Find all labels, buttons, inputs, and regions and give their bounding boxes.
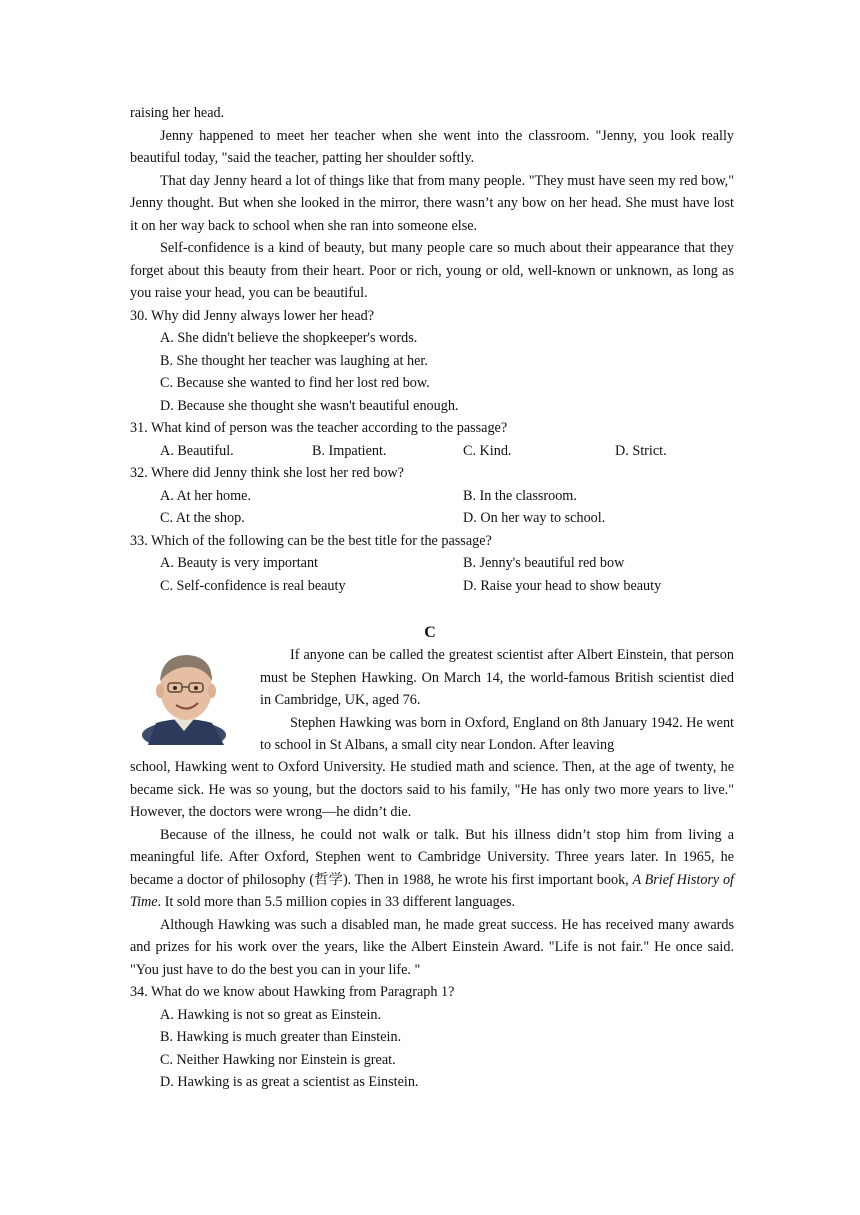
passage-c-top: [260, 644, 734, 757]
options-row: [130, 552, 734, 575]
options-row: [130, 507, 734, 530]
option: C. Self-confidence is real beauty: [160, 577, 346, 594]
option: D. Because she thought she wasn't beautiful enough.: [160, 397, 459, 414]
passage-b: [130, 102, 734, 597]
option: B. Impatient.: [312, 442, 387, 459]
passage-c-paragraph: school, Hawking went to Oxford University. He studied math and science. Then, at the age of twenty, he became sick. He was so young, but the doctors said to his family, "He has only two more years to live." However, the doctors were wrong—he didn’t die.: [130, 759, 734, 820]
question-32: 32. Where did Jenny think she lost her red bow?: [130, 465, 404, 481]
passage-b-line: raising her head.: [130, 105, 225, 121]
section-heading: C: [424, 624, 436, 641]
option: D. Strict.: [615, 442, 667, 459]
passage-b-paragraph: That day Jenny heard a lot of things like that from many people. "They must have seen my red bow," Jenny thought. But when she looked in the mirror, there wasn’t any bow on her head. She must have lost it on her way back to school when she ran into someone else.: [130, 172, 734, 234]
option: D. Hawking is as great a scientist as Einstein.: [160, 1074, 419, 1090]
option: A. Beautiful.: [160, 442, 234, 459]
option: C. Because she wanted to find her lost red bow.: [160, 375, 430, 391]
portrait-image: [138, 645, 230, 745]
question-31: 31. What kind of person was the teacher according to the passage?: [130, 420, 508, 436]
passage-c-paragraph: Although Hawking was such a disabled man, he made great success. He has received many awards and prizes for his work over the years, like the Albert Einstein Award. "Life is not fair." He once said. "You just have to do the best you can in your life. ": [130, 916, 734, 978]
option: A. At her home.: [160, 487, 252, 504]
option: B. She thought her teacher was laughing at her.: [160, 352, 428, 369]
passage-b-paragraph: Self-confidence is a kind of beauty, but many people care so much about their appearance that they forget about this beauty from their heart. Poor or rich, young or old, well-known or unknown, as long as you raise your head, you can be beautiful.: [130, 240, 734, 301]
option: A. Beauty is very important: [160, 555, 319, 571]
text-run: . It sold more than 5.5 million copies in 33 different languages.: [157, 894, 516, 910]
option: D. On her way to school.: [463, 510, 606, 526]
options-row: [130, 485, 734, 508]
options-row: [130, 440, 734, 463]
options-row: [130, 575, 734, 598]
option: B. Jenny's beautiful red bow: [463, 555, 625, 571]
option: A. Hawking is not so great as Einstein.: [160, 1006, 382, 1023]
question-30: 30. Why did Jenny always lower her head?: [130, 307, 375, 324]
option: C. Kind.: [463, 442, 512, 459]
text-run: Because of the illness, he could not walk or talk. But his illness didn’t stop him from living a meaningful life. After Oxford, Stephen went to Cambridge University. Three years later. In 1965, he became a doctor of philosophy (哲学). Then in 1988, he wrote his first important book,: [130, 826, 734, 888]
passage-c-paragraph: If anyone can be called the greatest scientist after Albert Einstein, that person must be Stephen Hawking. On March 14, the world-famous British scientist died in Cambridge, UK, aged 76.: [260, 647, 734, 708]
question-34: 34. What do we know about Hawking from Paragraph 1?: [130, 984, 455, 1000]
option: C. At the shop.: [160, 510, 245, 526]
book-title: A Brief History of Time: [130, 871, 734, 910]
passage-c-paragraph: [130, 824, 734, 914]
option: B. In the classroom.: [463, 487, 577, 504]
passage-c-paragraph: Stephen Hawking was born in Oxford, England on 8th January 1942. He went to school in St Albans, a small city near London. After leaving: [260, 714, 734, 753]
passage-c-body: [130, 756, 734, 1094]
option: D. Raise your head to show beauty: [463, 577, 662, 594]
passage-b-paragraph: Jenny happened to meet her teacher when she went into the classroom. "Jenny, you look really beautiful today, "said the teacher, patting her shoulder softly.: [130, 127, 734, 166]
option: C. Neither Hawking nor Einstein is great.: [160, 1051, 396, 1068]
question-33: 33. Which of the following can be the best title for the passage?: [130, 532, 492, 549]
option: B. Hawking is much greater than Einstein.: [160, 1029, 402, 1045]
option: A. She didn't believe the shopkeeper's words.: [160, 330, 418, 346]
